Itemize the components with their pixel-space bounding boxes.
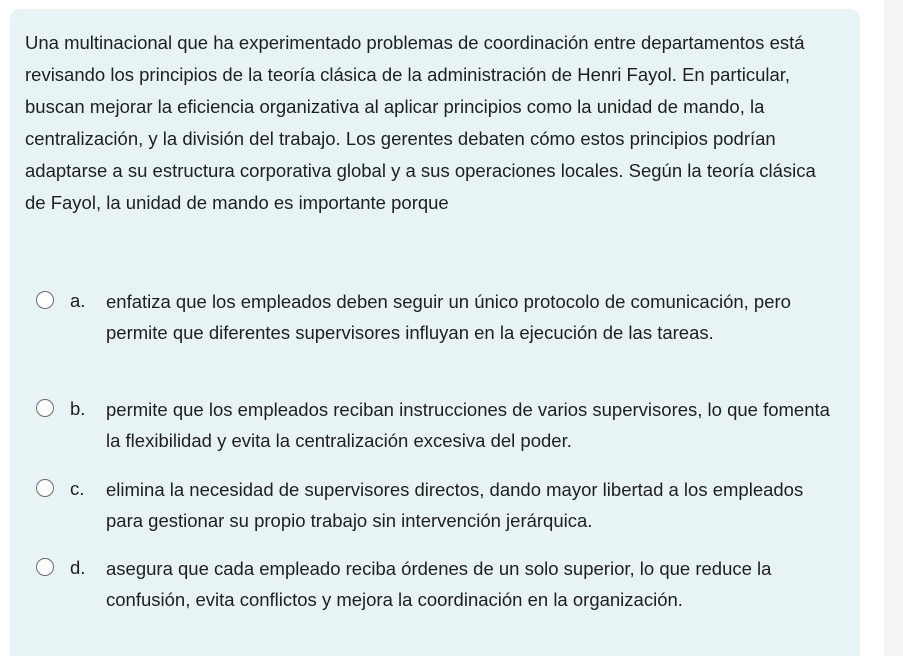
question-text: Una multinacional que ha experimentado problemas de coordinación entre departamentos está revisando los principios de la teoría clásica de la administración de Henri Fayol. En particular, buscan mejorar la eficiencia organizativa al aplicar principios como la unidad de mando, la centralización, y la división del trabajo. Los gerentes debaten cómo estos principios podrían adaptarse a su estructura corporativa global y a sus operaciones locales. Según la teoría clásica de Fayol, la unidad de mando es importante porque bbox=[25, 32, 816, 213]
scrollbar-track[interactable] bbox=[884, 0, 903, 656]
option-text[interactable]: enfatiza que los empleados deben seguir un único protocolo de comunicación, pero permite que diferentes supervisores influyan en la ejecución de las tareas. bbox=[106, 291, 791, 343]
radio-option-d[interactable] bbox=[36, 558, 54, 576]
radio-option-c[interactable] bbox=[36, 479, 54, 497]
option-text[interactable]: asegura que cada empleado reciba órdenes de un solo superior, lo que reduce la confusión, evita conflictos y mejora la coordinación en la organización. bbox=[106, 558, 772, 610]
option-text[interactable]: permite que los empleados reciban instrucciones de varios supervisores, lo que fomenta la flexibilidad y evita la centralización excesiva del poder. bbox=[106, 399, 830, 451]
option-letter: a. bbox=[70, 290, 86, 311]
radio-option-a[interactable] bbox=[36, 291, 54, 309]
option-letter: c. bbox=[70, 478, 85, 499]
option-letter: d. bbox=[70, 557, 86, 578]
option-text[interactable]: elimina la necesidad de supervisores directos, dando mayor libertad a los empleados para gestionar su propio trabajo sin intervención jerárquica. bbox=[106, 479, 804, 531]
radio-option-b[interactable] bbox=[36, 399, 54, 417]
option-letter: b. bbox=[70, 398, 86, 419]
